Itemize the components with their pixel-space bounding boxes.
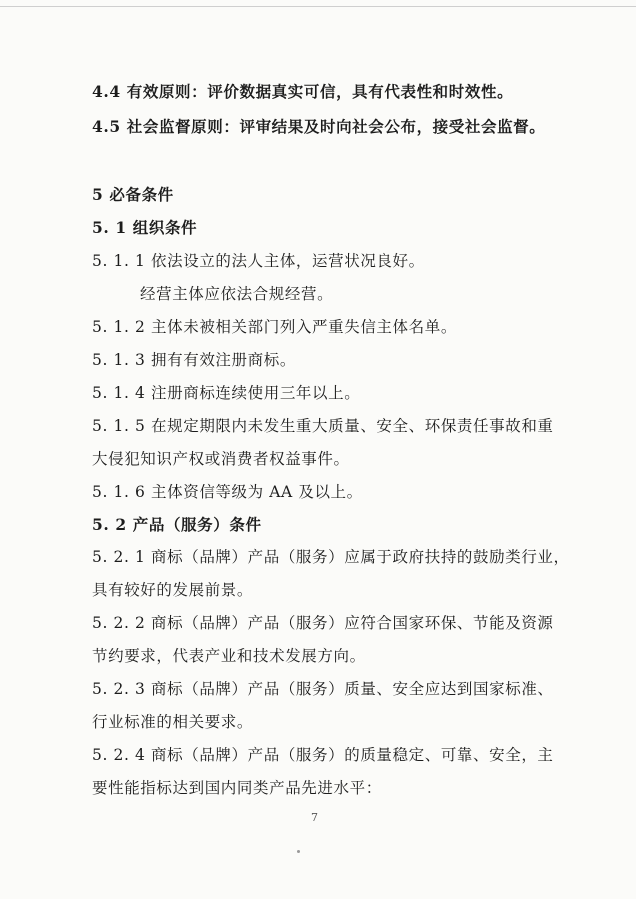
clause-5-2-2-line2: 节约要求，代表产业和技术发展方向。 (92, 647, 366, 665)
scan-edge-line (0, 6, 636, 7)
scan-speck (297, 850, 300, 853)
clause-5-2-1-line1: 5. 2. 1 商标（品牌）产品（服务）应属于政府扶持的鼓励类行业， (92, 548, 570, 566)
clause-5-2-1-line2: 具有较好的发展前景。 (92, 581, 254, 599)
clause-5-1-1: 5. 1. 1 依法设立的法人主体，运营状况良好。 (92, 252, 425, 270)
clause-5-2-3-line2: 行业标准的相关要求。 (92, 713, 254, 731)
clause-5-1-5-line2: 大侵犯知识产权或消费者权益事件。 (92, 450, 350, 468)
section-5-heading: 5 必备条件 (92, 185, 174, 204)
clause-5-1-1-note: 经营主体应依法合规经营。 (140, 285, 334, 303)
clause-5-1-4: 5. 1. 4 注册商标连续使用三年以上。 (92, 384, 361, 402)
clause-4-5: 4.5 社会监督原则：评审结果及时向社会公布，接受社会监督。 (92, 117, 546, 136)
page-number: 7 (311, 811, 318, 824)
clause-5-1-3: 5. 1. 3 拥有有效注册商标。 (92, 351, 296, 369)
clause-5-2-3-line1: 5. 2. 3 商标（品牌）产品（服务）质量、安全应达到国家标准、 (92, 680, 554, 698)
section-5-2-heading: 5. 2 产品（服务）条件 (92, 515, 262, 534)
section-5-1-heading: 5. 1 组织条件 (92, 218, 198, 237)
clause-5-1-2: 5. 1. 2 主体未被相关部门列入严重失信主体名单。 (92, 318, 457, 336)
clause-4-4: 4.4 有效原则：评价数据真实可信，具有代表性和时效性。 (92, 82, 514, 101)
clause-5-1-5-line1: 5. 1. 5 在规定期限内未发生重大质量、安全、环保责任事故和重 (92, 417, 554, 435)
clause-5-1-6: 5. 1. 6 主体资信等级为 AA 及以上。 (92, 483, 363, 501)
clause-5-2-2-line1: 5. 2. 2 商标（品牌）产品（服务）应符合国家环保、节能及资源 (92, 614, 554, 632)
clause-5-2-4-line1: 5. 2. 4 商标（品牌）产品（服务）的质量稳定、可靠、安全，主 (92, 746, 554, 764)
clause-5-2-4-line2: 要性能指标达到国内同类产品先进水平： (92, 779, 382, 797)
